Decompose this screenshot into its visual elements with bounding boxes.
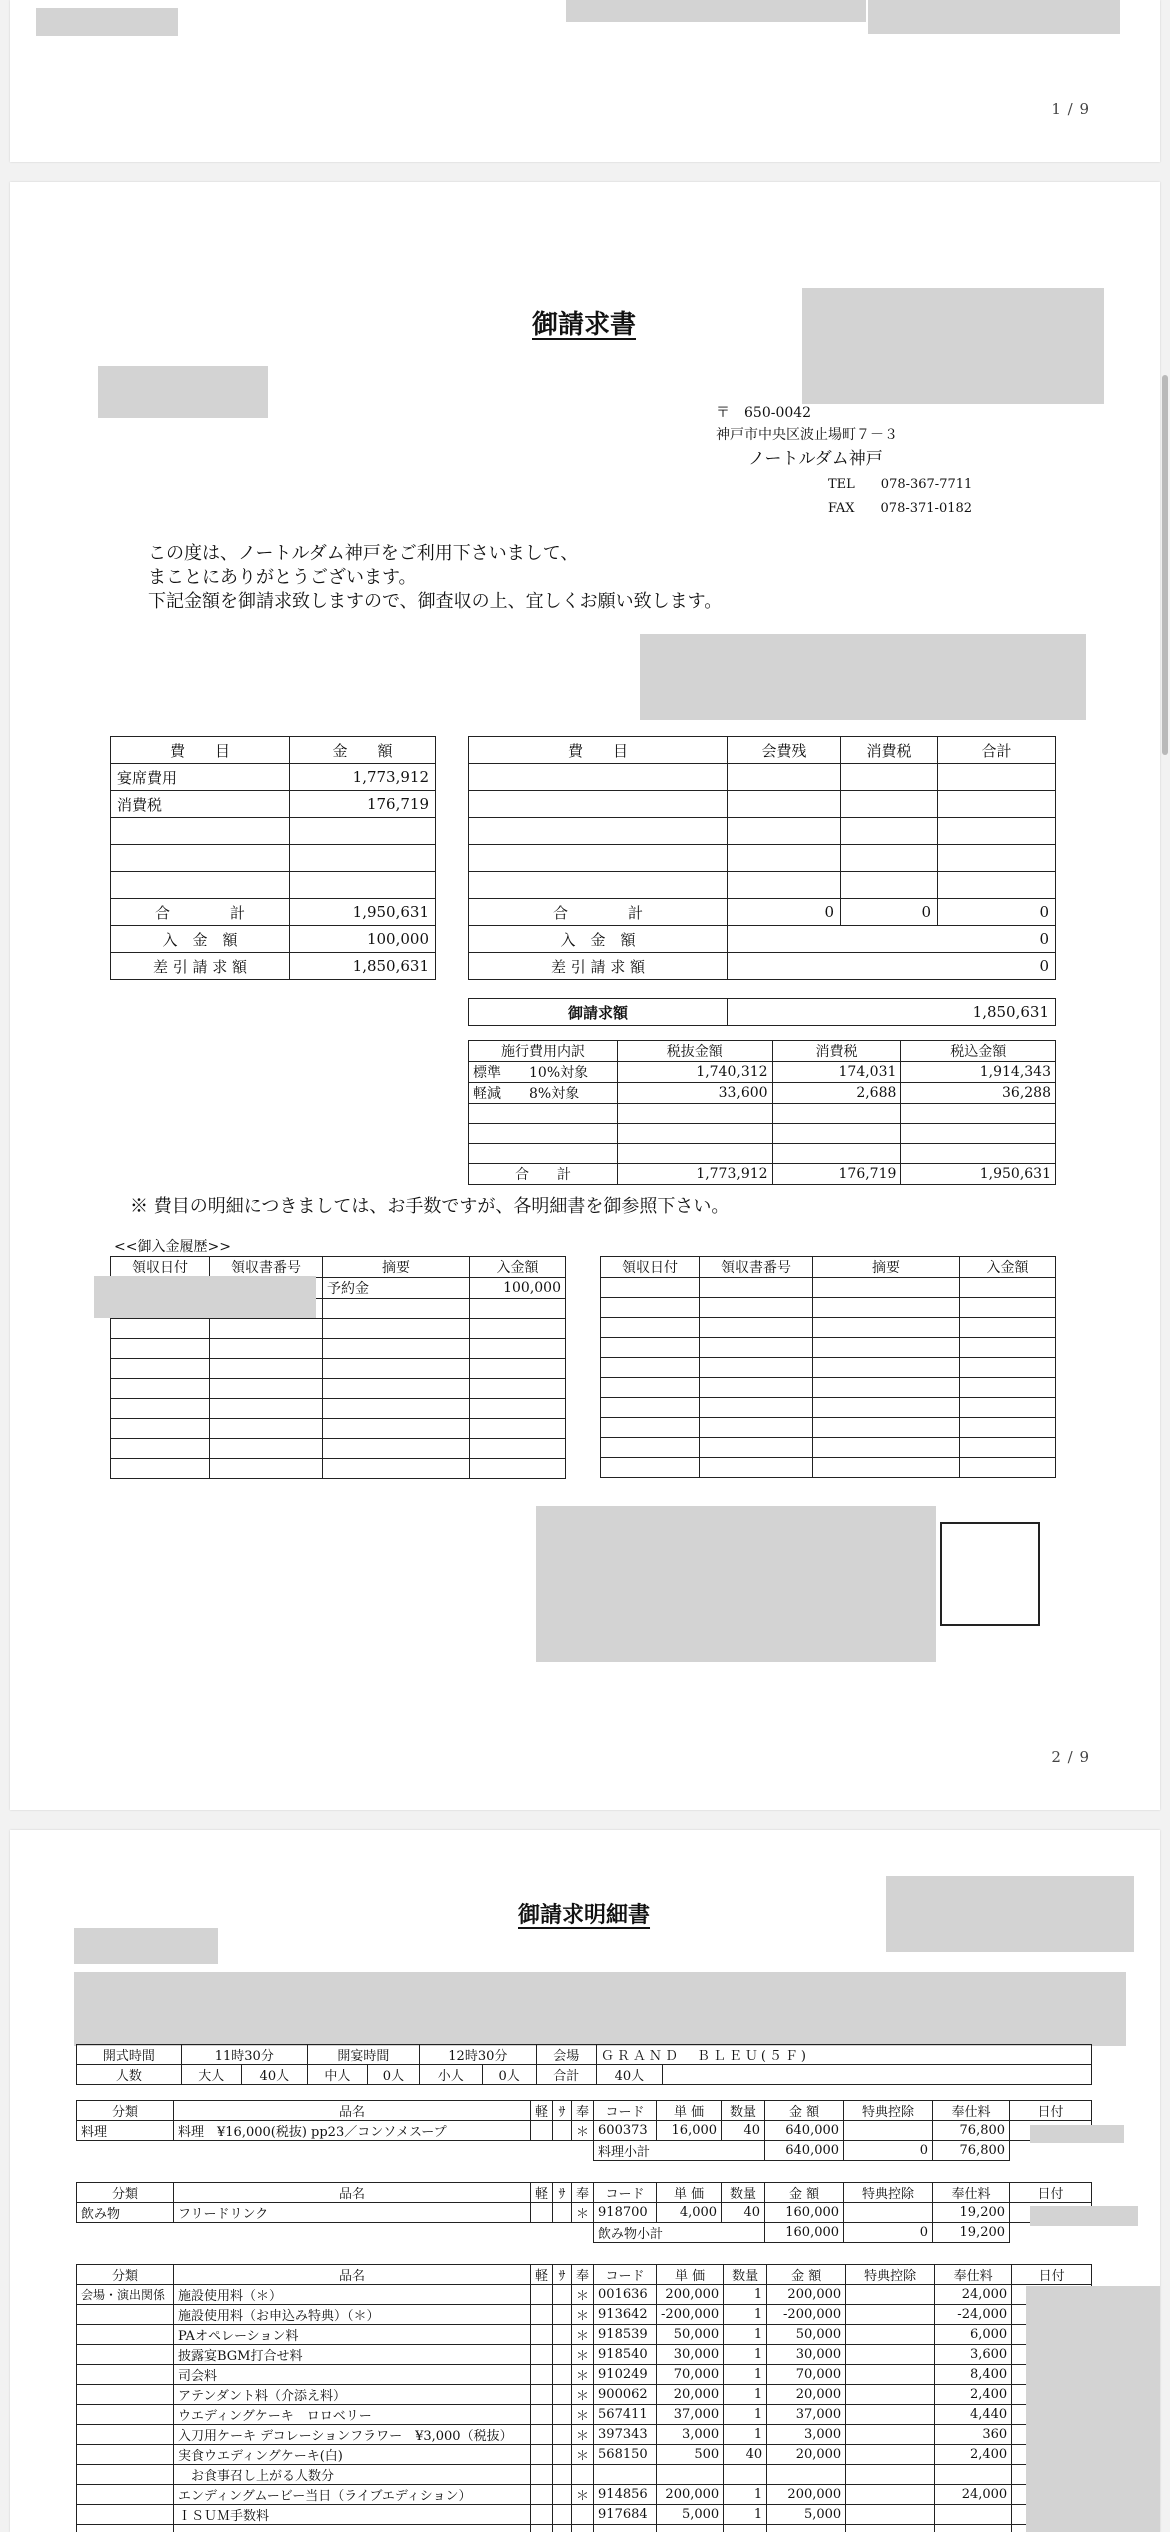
service-mark: ＊ xyxy=(572,2203,594,2223)
balance-value: 1,850,631 xyxy=(290,953,436,980)
history-row xyxy=(111,1339,566,1359)
venue-item: エンディングムービー当日（ライブエディション） xyxy=(174,2485,531,2505)
col-date: 日付 xyxy=(1010,2183,1092,2203)
venue-star: ＊ xyxy=(572,2305,594,2325)
col-sa: ｻ xyxy=(553,2183,572,2203)
venue-code: 914856 xyxy=(594,2485,657,2505)
col-category: 分類 xyxy=(77,2101,174,2121)
redacted-block xyxy=(802,288,1104,404)
history-row xyxy=(601,1438,1056,1458)
hist-header: 摘要 xyxy=(813,1257,960,1278)
col-category: 分類 xyxy=(77,2183,174,2203)
venue-item: お食事召し上がる人数分 xyxy=(174,2465,531,2485)
venue-row xyxy=(77,2345,1092,2365)
redacted-block xyxy=(640,634,1086,720)
venue-amount: -200,000 xyxy=(767,2305,846,2325)
venue-row xyxy=(77,2405,1092,2425)
col-light: 軽 xyxy=(531,2265,553,2285)
hist-header: 入金額 xyxy=(470,1257,566,1278)
col-code: コード xyxy=(594,2265,657,2285)
page-number: 1 / 9 xyxy=(1051,100,1090,118)
venue-amount xyxy=(767,2465,846,2485)
history-row xyxy=(111,1319,566,1339)
venue-code: 910249 xyxy=(594,2365,657,2385)
header-fee: 会費残 xyxy=(728,737,841,764)
venue-star: ＊ xyxy=(572,2425,594,2445)
balance-label: 差 引 請 求 額 xyxy=(111,953,290,980)
subtotal-label: 飲み物小計 xyxy=(594,2223,765,2243)
tax-cell: 1,773,912 xyxy=(618,1164,773,1185)
venue-service: 360 xyxy=(935,2425,1012,2445)
venue-qty: 1 xyxy=(724,2505,767,2525)
col-item: 品名 xyxy=(174,2101,531,2121)
payment-history-table-right xyxy=(600,1256,1056,1478)
venue-row xyxy=(77,2305,1092,2325)
hist-header: 領収日付 xyxy=(601,1257,700,1278)
venue-row xyxy=(77,2385,1092,2405)
venue-row xyxy=(77,2365,1092,2385)
child-count: 0人 xyxy=(482,2065,536,2085)
venue-qty: 1 xyxy=(724,2305,767,2325)
adult-label: 大人 xyxy=(181,2065,241,2085)
venue-item: 披露宴BGM打合せ料 xyxy=(174,2345,531,2365)
venue-qty: 40 xyxy=(724,2445,767,2465)
mid-count: 0人 xyxy=(367,2065,419,2085)
venue-qty: 1 xyxy=(724,2365,767,2385)
row-label: 宴席費用 xyxy=(111,764,290,791)
amount: 640,000 xyxy=(765,2121,844,2141)
price: 4,000 xyxy=(657,2203,722,2223)
tax-h2: 税抜金額 xyxy=(618,1041,773,1062)
food-table xyxy=(76,2100,1092,2161)
venue-star: ＊ xyxy=(572,2345,594,2365)
venue-star: ＊ xyxy=(572,2325,594,2345)
amount: 160,000 xyxy=(765,2203,844,2223)
venue-amount: 200,000 xyxy=(767,2285,846,2305)
col-code: コード xyxy=(594,2183,657,2203)
venue-row xyxy=(77,2505,1092,2525)
deposit-label: 入 金 額 xyxy=(111,926,290,953)
price: 16,000 xyxy=(657,2121,722,2141)
history-row xyxy=(601,1458,1056,1478)
venue-row xyxy=(77,2465,1092,2485)
row-value: 176,719 xyxy=(290,791,436,818)
col-service-flag: 奉 xyxy=(572,2183,594,2203)
total-fee: 0 xyxy=(728,899,841,926)
redacted-block xyxy=(1030,2125,1124,2143)
venue-star: ＊ xyxy=(572,2445,594,2465)
venue-service xyxy=(935,2465,1012,2485)
redacted-block xyxy=(94,1276,316,1318)
history-row xyxy=(601,1398,1056,1418)
col-item: 品名 xyxy=(174,2183,531,2203)
history-row xyxy=(601,1278,1056,1298)
header-item: 費 目 xyxy=(111,737,290,764)
page-3 xyxy=(10,1830,1160,2532)
summary-table-right xyxy=(468,736,1056,980)
invoice-title: 御請求書 xyxy=(532,310,637,340)
venue-item: PAオペレーション料 xyxy=(174,2325,531,2345)
venue-price: 500 xyxy=(657,2445,724,2465)
page-number: 2 / 9 xyxy=(1051,1748,1090,1766)
venue-qty: 1 xyxy=(724,2385,767,2405)
tax-cell: 174,031 xyxy=(772,1062,901,1083)
venue-code: 900062 xyxy=(594,2385,657,2405)
venue-amount: 3,000 xyxy=(767,2425,846,2445)
tax-row-label: 軽減 8%対象 xyxy=(469,1083,618,1104)
redacted-block xyxy=(566,0,866,22)
balance-label: 差 引 請 求 額 xyxy=(469,953,728,980)
venue-item: アテンダント料（介添え料） xyxy=(174,2385,531,2405)
party-label: 開宴時間 xyxy=(307,2045,419,2065)
venue-service: 6,000 xyxy=(935,2325,1012,2345)
child-label: 小人 xyxy=(419,2065,482,2085)
subtotal: 160,000 xyxy=(765,2223,844,2243)
event-info-table xyxy=(76,2044,1092,2085)
col-price: 単 価 xyxy=(657,2183,722,2203)
tax-cell: 1,740,312 xyxy=(618,1062,773,1083)
venue-code: 918540 xyxy=(594,2345,657,2365)
history-row xyxy=(601,1378,1056,1398)
history-amount: 100,000 xyxy=(470,1278,566,1299)
address: 神戸市中央区波止場町７－３ xyxy=(716,427,898,443)
item-name: 料理 ¥16,000(税抜) pp23／コンソメスープ xyxy=(174,2121,531,2141)
subtotal-service: 19,200 xyxy=(933,2223,1010,2243)
subtotal: 640,000 xyxy=(765,2141,844,2161)
col-service-flag: 奉 xyxy=(572,2101,594,2121)
total-label: 合 計 xyxy=(469,899,728,926)
history-row xyxy=(601,1318,1056,1338)
service-fee: 19,200 xyxy=(933,2203,1010,2223)
balance-sum: 0 xyxy=(728,953,1056,980)
col-amount: 金 額 xyxy=(765,2101,844,2121)
hist-header: 入金額 xyxy=(960,1257,1056,1278)
history-row xyxy=(601,1418,1056,1438)
total-sum: 0 xyxy=(938,899,1056,926)
postal-code: 〒 650-0042 xyxy=(716,405,812,421)
mid-label: 中人 xyxy=(307,2065,367,2085)
row-value: 1,773,912 xyxy=(290,764,436,791)
tax-cell: 2,688 xyxy=(772,1083,901,1104)
redacted-block xyxy=(1026,2286,1160,2532)
start-label: 開式時間 xyxy=(77,2045,182,2065)
venue-price: -200,000 xyxy=(657,2305,724,2325)
venue-price: 37,000 xyxy=(657,2405,724,2425)
qty: 40 xyxy=(722,2121,765,2141)
venue-service: 3,600 xyxy=(935,2345,1012,2365)
category: 飲み物 xyxy=(77,2203,174,2223)
venue-qty xyxy=(724,2525,767,2532)
col-date: 日付 xyxy=(1010,2101,1092,2121)
redacted-block xyxy=(36,8,178,36)
tel: TEL 078-367-7711 xyxy=(828,477,973,492)
tax-total-label: 合 計 xyxy=(469,1164,618,1185)
header-item: 費 目 xyxy=(469,737,728,764)
qty: 40 xyxy=(722,2203,765,2223)
note: ※ 費目の明細につきましては、お手数ですが、各明細書を御参照下さい。 xyxy=(130,1196,730,1217)
redacted-recipient xyxy=(98,366,268,418)
venue-service xyxy=(935,2525,1012,2532)
venue-name: ＧＲＡＮＤ ＢＬＥＵ(５Ｆ) xyxy=(596,2045,1091,2065)
company-name: ノートルダム神戸 xyxy=(748,449,883,469)
history-row xyxy=(601,1338,1056,1358)
venue-star: ＊ xyxy=(572,2485,594,2505)
venue-qty: 1 xyxy=(724,2325,767,2345)
venue-qty: 1 xyxy=(724,2405,767,2425)
history-title: <<御入金履歴>> xyxy=(114,1239,231,1255)
venue-code xyxy=(594,2525,657,2532)
hist-header: 領収書番号 xyxy=(700,1257,813,1278)
redacted-block xyxy=(886,1876,1134,1952)
venue-row xyxy=(77,2285,1092,2305)
venue-row xyxy=(77,2485,1092,2505)
venue-item xyxy=(174,2525,531,2532)
total-people: 40人 xyxy=(596,2065,662,2085)
total-people-label: 合計 xyxy=(536,2065,596,2085)
venue-code: 397343 xyxy=(594,2425,657,2445)
header-tax: 消費税 xyxy=(841,737,938,764)
code: 918700 xyxy=(594,2203,657,2223)
venue-star: ＊ xyxy=(572,2385,594,2405)
venue-code: 918539 xyxy=(594,2325,657,2345)
col-qty: 数量 xyxy=(722,2101,765,2121)
venue-service: 8,400 xyxy=(935,2365,1012,2385)
col-date: 日付 xyxy=(1012,2265,1092,2285)
venue-service: 2,400 xyxy=(935,2385,1012,2405)
history-row xyxy=(111,1419,566,1439)
drink-table xyxy=(76,2182,1092,2243)
scrollbar-thumb[interactable] xyxy=(1162,375,1168,755)
venue-star: ＊ xyxy=(572,2365,594,2385)
venue-star: ＊ xyxy=(572,2285,594,2305)
venue-row xyxy=(77,2445,1092,2465)
venue-code: 913642 xyxy=(594,2305,657,2325)
venue-price: 3,000 xyxy=(657,2425,724,2445)
col-service: 奉仕料 xyxy=(935,2265,1012,2285)
redacted-block xyxy=(1030,2206,1138,2226)
col-discount: 特典控除 xyxy=(844,2183,933,2203)
venue-star xyxy=(572,2505,594,2525)
col-service-flag: 奉 xyxy=(572,2265,594,2285)
venue-amount: 20,000 xyxy=(767,2445,846,2465)
category: 会場・演出関係 xyxy=(77,2285,174,2305)
tax-h3: 消費税 xyxy=(772,1041,901,1062)
venue-code: 567411 xyxy=(594,2405,657,2425)
code: 600373 xyxy=(594,2121,657,2141)
venue-amount: 200,000 xyxy=(767,2485,846,2505)
col-service: 奉仕料 xyxy=(933,2183,1010,2203)
issuer-block xyxy=(716,402,972,520)
tax-cell: 176,719 xyxy=(772,1164,901,1185)
billed-label: 御請求額 xyxy=(469,999,728,1026)
tax-cell: 1,914,343 xyxy=(901,1062,1056,1083)
venue-item: 実食ウエディングケーキ(白) xyxy=(174,2445,531,2465)
history-row xyxy=(111,1379,566,1399)
col-code: コード xyxy=(594,2101,657,2121)
people-label: 人数 xyxy=(77,2065,182,2085)
tax-row-label: 標準 10%対象 xyxy=(469,1062,618,1083)
summary-table-left xyxy=(110,736,436,980)
venue-amount: 5,000 xyxy=(767,2505,846,2525)
venue-qty: 1 xyxy=(724,2425,767,2445)
venue-star xyxy=(572,2465,594,2485)
venue-qty: 1 xyxy=(724,2485,767,2505)
venue-price: 20,000 xyxy=(657,2385,724,2405)
venue-qty: 1 xyxy=(724,2285,767,2305)
start-time: 11時30分 xyxy=(181,2045,307,2065)
venue-star xyxy=(572,2525,594,2532)
history-row xyxy=(111,1399,566,1419)
venue-price: 5,000 xyxy=(657,2505,724,2525)
venue-item: 司会料 xyxy=(174,2365,531,2385)
discount: 0 xyxy=(844,2223,933,2243)
total-tax: 0 xyxy=(841,899,938,926)
col-amount: 金 額 xyxy=(765,2183,844,2203)
tax-cell: 33,600 xyxy=(618,1083,773,1104)
venue-star: ＊ xyxy=(572,2405,594,2425)
venue-service: 4,440 xyxy=(935,2405,1012,2425)
greeting-line: この度は、ノートルダム神戸をご利用下さいまして、 xyxy=(148,543,579,564)
hist-header: 領収書番号 xyxy=(210,1257,323,1278)
venue-price: 30,000 xyxy=(657,2345,724,2365)
redacted-block xyxy=(74,1972,1126,2046)
subtotal-service: 76,800 xyxy=(933,2141,1010,2161)
venue-qty xyxy=(724,2465,767,2485)
col-price: 単 価 xyxy=(657,2101,722,2121)
tax-cell: 36,288 xyxy=(901,1083,1056,1104)
total-value: 1,950,631 xyxy=(290,899,436,926)
venue-service: 24,000 xyxy=(935,2285,1012,2305)
tax-h1: 施行費用内訳 xyxy=(469,1041,618,1062)
col-sa: ｻ xyxy=(553,2265,572,2285)
venue-code xyxy=(594,2465,657,2485)
col-discount: 特典控除 xyxy=(846,2265,935,2285)
redacted-block xyxy=(868,0,1120,34)
deposit-label: 入 金 額 xyxy=(469,926,728,953)
venue-price: 50,000 xyxy=(657,2325,724,2345)
billed-value: 1,850,631 xyxy=(728,999,1056,1026)
fax: FAX 078-371-0182 xyxy=(828,501,973,516)
col-item: 品名 xyxy=(174,2265,531,2285)
col-category: 分類 xyxy=(77,2265,174,2285)
redacted-block xyxy=(536,1506,936,1662)
venue-service: 24,000 xyxy=(935,2485,1012,2505)
venue-price: 70,000 xyxy=(657,2365,724,2385)
tax-h4: 税込金額 xyxy=(901,1041,1056,1062)
venue-code: 917684 xyxy=(594,2505,657,2525)
venue-service xyxy=(935,2505,1012,2525)
venue-qty: 1 xyxy=(724,2345,767,2365)
subtotal-label: 料理小計 xyxy=(594,2141,765,2161)
history-row xyxy=(601,1358,1056,1378)
venue-label: 会場 xyxy=(536,2045,596,2065)
venue-service: 2,400 xyxy=(935,2445,1012,2465)
venue-amount: 20,000 xyxy=(767,2385,846,2405)
venue-amount xyxy=(767,2525,846,2532)
adult-count: 40人 xyxy=(241,2065,307,2085)
venue-price: 200,000 xyxy=(657,2285,724,2305)
history-row xyxy=(111,1459,566,1479)
hist-header: 摘要 xyxy=(323,1257,470,1278)
statement-title: 御請求明細書 xyxy=(518,1902,651,1928)
discount: 0 xyxy=(844,2141,933,2161)
venue-amount: 30,000 xyxy=(767,2345,846,2365)
page-2 xyxy=(10,182,1160,1810)
venue-item: ＩＳＵＭ手数料 xyxy=(174,2505,531,2525)
redacted-block xyxy=(74,1928,218,1964)
item-name: フリードリンク xyxy=(174,2203,531,2223)
history-row xyxy=(111,1359,566,1379)
venue-row xyxy=(77,2325,1092,2345)
venue-item: 施設使用料（＊） xyxy=(174,2285,531,2305)
col-service: 奉仕料 xyxy=(933,2101,1010,2121)
col-qty: 数量 xyxy=(722,2183,765,2203)
col-price: 単 価 xyxy=(657,2265,724,2285)
history-row xyxy=(111,1439,566,1459)
venue-code: 568150 xyxy=(594,2445,657,2465)
col-qty: 数量 xyxy=(724,2265,767,2285)
history-desc: 予約金 xyxy=(323,1278,470,1299)
greeting-line: 下記金額を御請求致しますので、御査収の上、宜しくお願い致します。 xyxy=(148,591,723,612)
venue-service: -24,000 xyxy=(935,2305,1012,2325)
venue-row xyxy=(77,2425,1092,2445)
hist-header: 領収日付 xyxy=(111,1257,210,1278)
col-light: 軽 xyxy=(531,2183,553,2203)
venue-amount: 70,000 xyxy=(767,2365,846,2385)
deposit-sum: 0 xyxy=(728,926,1056,953)
party-time: 12時30分 xyxy=(419,2045,536,2065)
venue-price: 200,000 xyxy=(657,2485,724,2505)
header-sum: 合計 xyxy=(938,737,1056,764)
category: 料理 xyxy=(77,2121,174,2141)
venue-amount: 37,000 xyxy=(767,2405,846,2425)
billed-amount-table xyxy=(468,998,1056,1026)
stamp-box xyxy=(940,1522,1040,1626)
venue-item: 入刀用ケーキ デコレーションフラワー ¥3,000（税抜） xyxy=(174,2425,531,2445)
venue-item: 施設使用料（お申込み特典）（＊） xyxy=(174,2305,531,2325)
total-label: 合 計 xyxy=(111,899,290,926)
greeting-line: まことにありがとうございます。 xyxy=(148,567,417,588)
col-discount: 特典控除 xyxy=(844,2101,933,2121)
deposit-value: 100,000 xyxy=(290,926,436,953)
venue-row xyxy=(77,2525,1092,2532)
col-sa: ｻ xyxy=(553,2101,572,2121)
tax-cell: 1,950,631 xyxy=(901,1164,1056,1185)
venue-code: 001636 xyxy=(594,2285,657,2305)
venue-table xyxy=(76,2264,1092,2532)
service-fee: 76,800 xyxy=(933,2121,1010,2141)
venue-item: ウエディングケーキ ロロベリー xyxy=(174,2405,531,2425)
service-mark: ＊ xyxy=(572,2121,594,2141)
col-light: 軽 xyxy=(531,2101,553,2121)
venue-amount: 50,000 xyxy=(767,2325,846,2345)
tax-breakdown-table xyxy=(468,1040,1056,1185)
col-amount: 金 額 xyxy=(767,2265,846,2285)
header-amount: 金 額 xyxy=(290,737,436,764)
history-row xyxy=(601,1298,1056,1318)
venue-price xyxy=(657,2465,724,2485)
row-label: 消費税 xyxy=(111,791,290,818)
page-1 xyxy=(10,0,1160,162)
greeting xyxy=(148,542,722,614)
venue-price xyxy=(657,2525,724,2532)
